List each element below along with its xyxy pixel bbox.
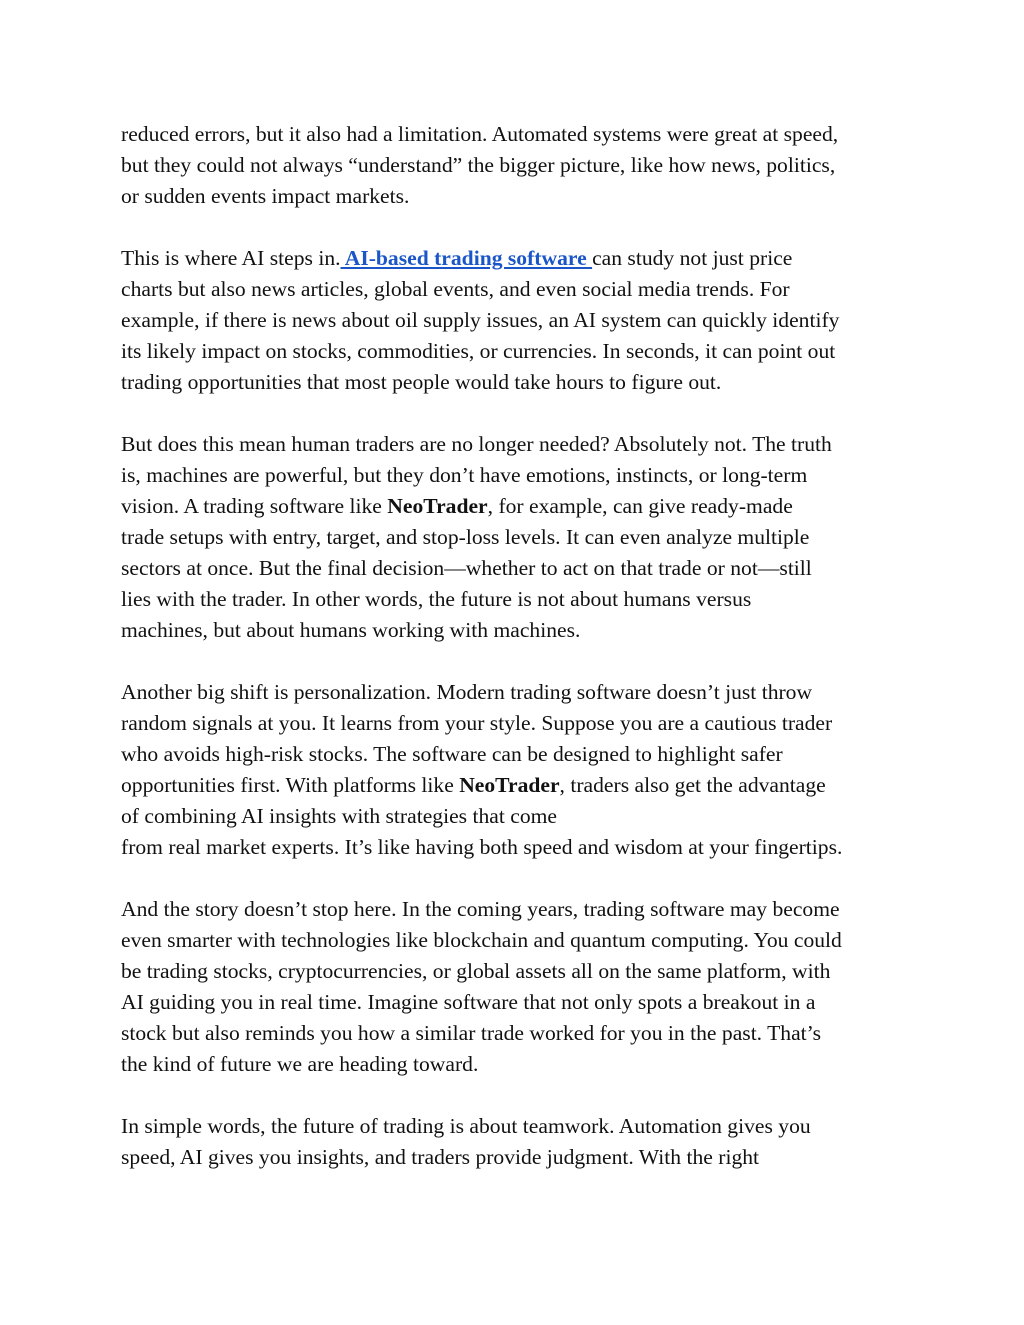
text-segment: opportunities first. With platforms like bbox=[121, 773, 460, 797]
text-segment: , traders also get the advantage bbox=[559, 773, 826, 797]
text-line bbox=[121, 336, 921, 367]
text-line bbox=[121, 243, 921, 274]
text-segment: charts but also news articles, global events, and even social media trends. For bbox=[121, 277, 790, 301]
document-page bbox=[121, 119, 921, 1204]
text-line bbox=[121, 801, 921, 832]
text-segment: its likely impact on stocks, commodities, or currencies. In seconds, it can point out bbox=[121, 339, 836, 363]
text-segment: trade setups with entry, target, and stop-loss levels. It can even analyze multiple bbox=[121, 525, 810, 549]
text-segment: And the story doesn’t stop here. In the coming years, trading software may become bbox=[121, 897, 840, 921]
text-segment: but they could not always “understand” the bigger picture, like how news, politics, bbox=[121, 153, 836, 177]
text-line bbox=[121, 956, 921, 987]
text-segment: sectors at once. But the final decision—whether to act on that trade or not—still bbox=[121, 556, 812, 580]
paragraph bbox=[121, 1111, 921, 1173]
bold-brand-name: NeoTrader bbox=[459, 773, 560, 797]
text-segment: of combining AI insights with strategies that come bbox=[121, 804, 558, 828]
text-segment: the kind of future we are heading toward. bbox=[121, 1052, 479, 1076]
text-line bbox=[121, 1049, 921, 1080]
text-segment: trading opportunities that most people would take hours to figure out. bbox=[121, 370, 722, 394]
text-segment: from real market experts. It’s like having both speed and wisdom at your fingertips. bbox=[121, 835, 843, 859]
text-line bbox=[121, 119, 921, 150]
text-segment: speed, AI gives you insights, and traders provide judgment. With the right bbox=[121, 1145, 760, 1169]
text-segment: who avoids high-risk stocks. The software can be designed to highlight safer bbox=[121, 742, 783, 766]
text-line bbox=[121, 305, 921, 336]
text-line bbox=[121, 770, 921, 801]
text-segment: machines, but about humans working with machines. bbox=[121, 618, 581, 642]
text-line bbox=[121, 553, 921, 584]
text-line bbox=[121, 615, 921, 646]
text-segment: Another big shift is personalization. Modern trading software doesn’t just throw bbox=[121, 680, 813, 704]
text-line bbox=[121, 150, 921, 181]
text-segment: , for example, can give ready-made bbox=[487, 494, 793, 518]
text-segment: vision. A trading software like bbox=[121, 494, 388, 518]
text-line bbox=[121, 491, 921, 522]
text-line bbox=[121, 429, 921, 460]
text-line bbox=[121, 677, 921, 708]
text-segment: be trading stocks, cryptocurrencies, or global assets all on the same platform, with bbox=[121, 959, 831, 983]
paragraph bbox=[121, 894, 921, 1080]
text-line bbox=[121, 181, 921, 212]
text-line bbox=[121, 739, 921, 770]
text-segment: example, if there is news about oil supply issues, an AI system can quickly identify bbox=[121, 308, 840, 332]
text-segment: In simple words, the future of trading is about teamwork. Automation gives you bbox=[121, 1114, 811, 1138]
text-segment: or sudden events impact markets. bbox=[121, 184, 410, 208]
paragraph bbox=[121, 677, 921, 863]
text-line bbox=[121, 708, 921, 739]
text-line bbox=[121, 1142, 921, 1173]
text-line bbox=[121, 925, 921, 956]
text-line bbox=[121, 522, 921, 553]
text-line bbox=[121, 832, 921, 863]
paragraph bbox=[121, 243, 921, 398]
text-segment: But does this mean human traders are no longer needed? Absolutely not. The truth bbox=[121, 432, 832, 456]
text-line bbox=[121, 274, 921, 305]
text-segment: AI guiding you in real time. Imagine software that not only spots a breakout in a bbox=[121, 990, 816, 1014]
text-segment: is, machines are powerful, but they don’t have emotions, instincts, or long-term bbox=[121, 463, 808, 487]
bold-brand-name: NeoTrader bbox=[387, 494, 488, 518]
paragraph bbox=[121, 429, 921, 646]
text-segment: stock but also reminds you how a similar trade worked for you in the past. That’s bbox=[121, 1021, 822, 1045]
text-segment: random signals at you. It learns from your style. Suppose you are a cautious trader bbox=[121, 711, 833, 735]
text-line bbox=[121, 1111, 921, 1142]
ai-trading-software-link[interactable]: AI-based trading software bbox=[340, 246, 593, 270]
text-line bbox=[121, 894, 921, 925]
text-line bbox=[121, 460, 921, 491]
text-segment: even smarter with technologies like blockchain and quantum computing. You could bbox=[121, 928, 842, 952]
text-segment: This is where AI steps in. bbox=[121, 246, 341, 270]
text-segment: reduced errors, but it also had a limitation. Automated systems were great at speed, bbox=[121, 122, 839, 146]
text-line bbox=[121, 367, 921, 398]
text-line bbox=[121, 1018, 921, 1049]
text-segment: lies with the trader. In other words, the future is not about humans versus bbox=[121, 587, 752, 611]
text-line bbox=[121, 584, 921, 615]
text-segment: can study not just price bbox=[592, 246, 793, 270]
paragraph bbox=[121, 119, 921, 212]
text-line bbox=[121, 987, 921, 1018]
